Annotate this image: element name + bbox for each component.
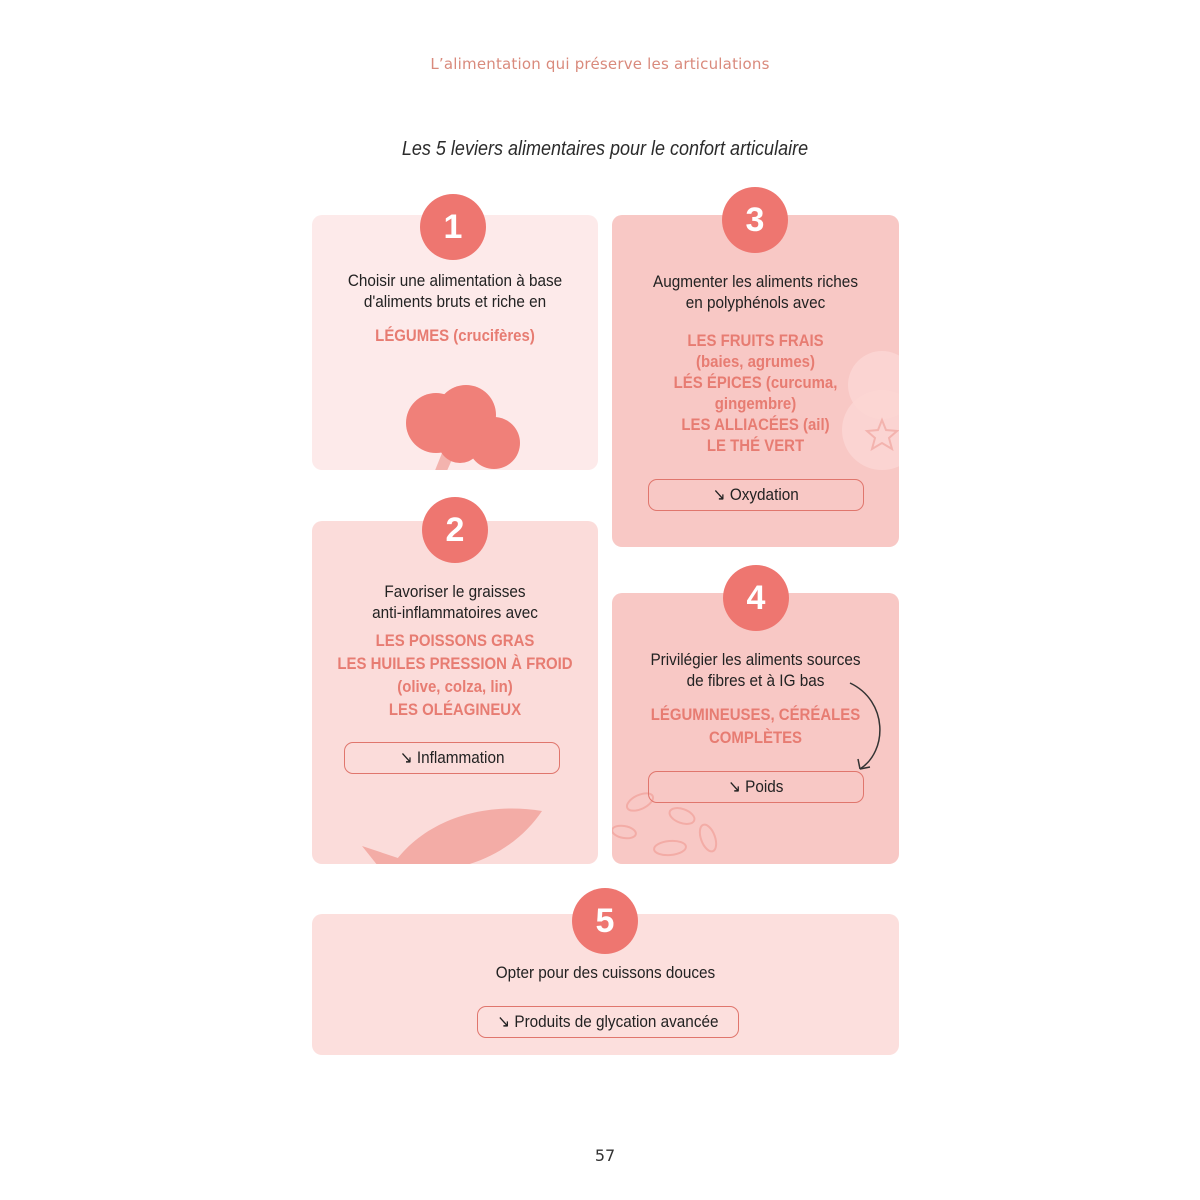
figure-title: Les 5 leviers alimentaires pour le confort articulaire — [401, 138, 809, 160]
number-badge: 1 — [420, 194, 486, 260]
highlight-line: LÉGUMES (crucifères) — [375, 326, 535, 345]
number-badge: 5 — [572, 888, 638, 954]
number-badge: 2 — [422, 497, 488, 563]
highlight-line: LES OLÉAGINEUX — [388, 700, 522, 719]
lever-card-4 — [612, 593, 899, 864]
broccoli-icon — [402, 383, 532, 470]
lead-line: Privilégier les aliments sources — [650, 650, 861, 669]
running-head: L’alimentation qui préserve les articulations — [430, 55, 770, 73]
lead-line: en polyphénols avec — [685, 293, 826, 312]
effect-pill: ↘ Inflammation — [344, 742, 560, 774]
fish-icon — [362, 791, 552, 864]
lead-line: Opter pour des cuissons douces — [495, 963, 716, 982]
highlight-line: LES FRUITS FRAIS — [687, 331, 824, 350]
highlight-line: LE THÉ VERT — [706, 436, 805, 455]
lead-line: Favoriser le graisses — [384, 582, 526, 601]
highlight-line: COMPLÈTES — [708, 728, 803, 747]
effect-pill: ↘ Poids — [648, 771, 864, 803]
highlight-line: LES ALLIACÉES (ail) — [681, 415, 830, 434]
lead-line: Augmenter les aliments riches — [653, 272, 858, 291]
number-badge: 3 — [722, 187, 788, 253]
page-number: 57 — [594, 1146, 616, 1165]
highlight-line: LES HUILES PRESSION À FROID — [337, 654, 573, 673]
highlight-line: (baies, agrumes) — [696, 352, 815, 371]
lead-line: Choisir une alimentation à base — [347, 271, 563, 290]
highlight-line: gingembre) — [714, 394, 797, 413]
lever-card-2 — [312, 521, 598, 864]
effect-pill: ↘ Oxydation — [648, 479, 864, 511]
lead-line: de fibres et à IG bas — [686, 671, 825, 690]
number-badge: 4 — [723, 565, 789, 631]
highlight-line: LÉS ÉPICES (curcuma, — [673, 373, 838, 392]
lead-line: d'aliments bruts et riche en — [363, 292, 547, 311]
highlight-line: LES POISSONS GRAS — [375, 631, 535, 650]
lever-card-3 — [612, 215, 899, 547]
highlight-line: LÉGUMINEUSES, CÉRÉALES — [650, 705, 861, 724]
highlight-line: (olive, colza, lin) — [397, 677, 513, 696]
lead-line: anti-inflammatoires avec — [372, 603, 538, 622]
effect-pill: ↘ Produits de glycation avancée — [477, 1006, 739, 1038]
